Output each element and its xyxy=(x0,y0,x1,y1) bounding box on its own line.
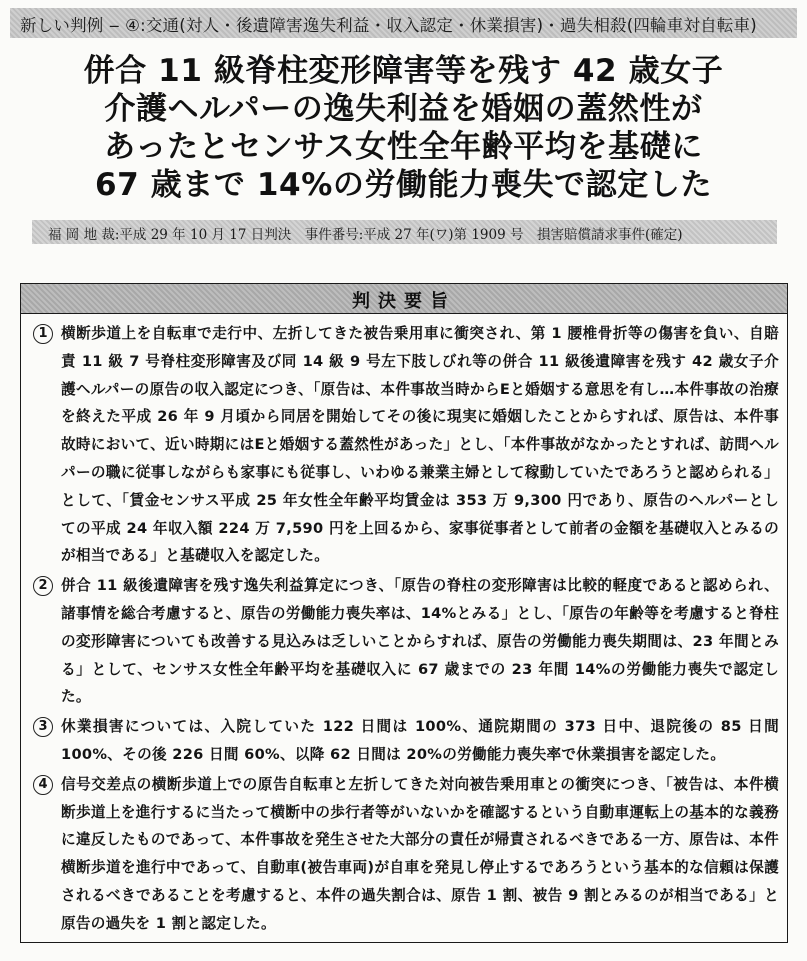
category-text: 新しい判例 ‒ ④:交通(対人・後遺障害逸失利益・収入認定・休業損害)・過失相殺(四輪車対自転車) xyxy=(20,16,757,35)
case-info-text: 福 岡 地 裁:平成 29 年 10 月 17 日判決 事件番号:平成 27 年(ワ)第 1909 号 損害賠償請求事件(確定) xyxy=(48,227,683,243)
item-text: 信号交差点の横断歩道上での原告自転車と左折してきた対向被告乗用車との衝突につき、「被告は、本件横断歩道上を進行するに当たって横断中の歩行者等がいないかを確認するという自動車運転上の基本的な義務に違反したものであって、本件事故を発生させた大部分の責任が帰責されるべきである一方、原告は、本件横断歩道を進行中であって、自動車(被告車両)が自車を発見し停止するであろうという基本的な信頼は保護されるべきであることを考慮すると、本件の過失割合は、原告 1 割、被告 9 割とみるのが相当である」と原告の過失を 1 割と認定した。 xyxy=(61,775,779,932)
title-line: 併合 11 級脊柱変形障害等を残す 42 歳女子 xyxy=(83,53,724,89)
summary-items xyxy=(33,320,779,940)
item-text: 休業損害については、入院していた 122 日間は 100%、通院期間の 373 日中、退院後の 85 日間 100%、その後 226 日間 60%、以降 62 日間は 20%の労働能力喪失率で休業損害を認定した。 xyxy=(61,718,779,763)
article-title xyxy=(0,52,807,204)
summary-heading: 判決要旨 xyxy=(352,291,456,312)
title-line: 67 歳まで 14%の労働能力喪失で認定した xyxy=(94,167,713,203)
judgment-summary-box xyxy=(20,283,788,943)
summary-item xyxy=(33,771,779,938)
item-number-badge: 4 xyxy=(33,775,53,795)
case-info-bar xyxy=(32,220,777,244)
category-banner xyxy=(10,8,797,38)
summary-item xyxy=(33,713,779,769)
summary-item xyxy=(33,572,779,711)
item-number-badge: 2 xyxy=(33,576,53,596)
title-line: あったとセンサス女性全年齢平均を基礎に xyxy=(104,129,703,165)
title-line: 介護ヘルパーの逸失利益を婚姻の蓋然性が xyxy=(104,91,703,127)
item-number-badge: 3 xyxy=(33,717,53,737)
summary-item xyxy=(33,320,779,570)
summary-header xyxy=(21,284,787,314)
item-text: 横断歩道上を自転車で走行中、左折してきた被告乗用車に衝突され、第 1 腰椎骨折等の傷害を負い、自賠責 11 級 7 号脊柱変形障害及び同 14 級 9 号左下肢しびれ等の併合 11 級後遺障害を残す 42 歳女子介護ヘルパーの原告の収入認定につき、「原告は、本件事故当時からEと婚姻する意思を有し…本件事故の治療を終えた平成 26 年 9 月頃から同居を開始してその後に現実に婚姻したことからすれば、原告は、本件事故時において、近い時期にはEと婚姻する蓋然性があった」とし、「本件事故がなかったとすれば、訪問ヘルパーの職に従事しながらも家事にも従事し、いわゆる兼業主婦として稼動していたであろうと認められる」として、「賃金センサス平成 25 年女性全年齢平均賃金は 353 万 9,300 円であり、原告のヘルパーとしての平成 24 年収入額 224 万 7,590 円を上回るから、家事従事者として前者の金額を基礎収入とみるのが相当である」と基礎収入を認定した。 xyxy=(61,325,779,565)
item-number-badge: 1 xyxy=(33,324,53,344)
item-text: 併合 11 級後遺障害を残す逸失利益算定につき、「原告の脊柱の変形障害は比較的軽度であると認められ、諸事情を総合考慮すると、原告の労働能力喪失率は、14%とみる」とし、「原告の年齢等を考慮すると脊柱の変形障害についても改善する見込みは乏しいことからすれば、原告の労働能力喪失期間は、23 年間とみる」として、センサス女性全年齢平均を基礎収入に 67 歳までの 23 年間 14%の労働能力喪失で認定した。 xyxy=(61,577,779,706)
